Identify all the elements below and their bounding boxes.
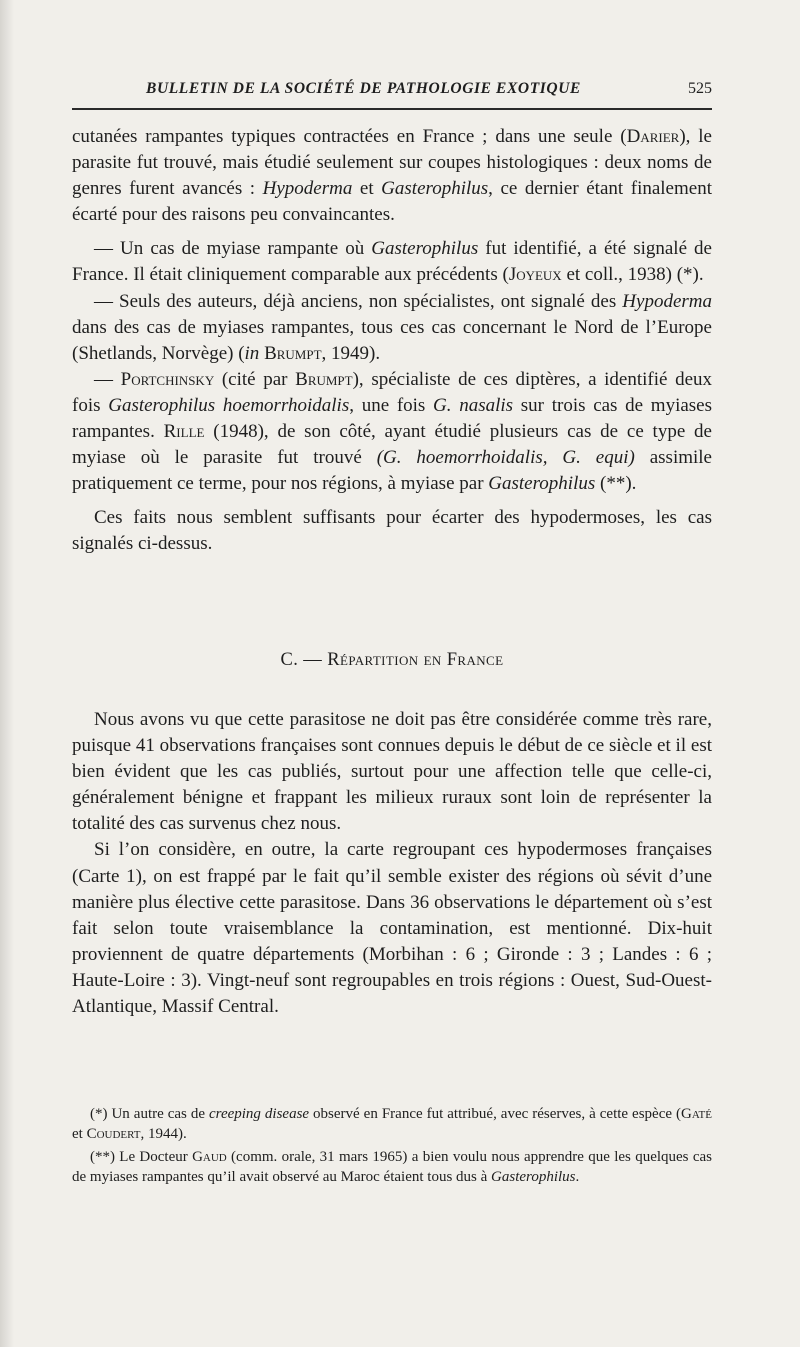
- text-run: et coll., 1938) (*).: [561, 264, 704, 286]
- text-run: sur trois cas de myiases rampantes.: [72, 394, 713, 443]
- text-run: , ce dernier étant finalement écarté pour des raisons peu convaincantes.: [72, 178, 712, 226]
- text-run: Ces faits nous semblent suffisants pour écarter des hypodermoses, les cas signalés ci-dessus.: [72, 507, 712, 555]
- body-section-1: [72, 124, 712, 558]
- text-run: (*) Un autre cas de: [90, 1106, 210, 1122]
- paragraph: [72, 707, 712, 837]
- text-run: (cité par: [214, 368, 296, 390]
- text-run: , 1949).: [321, 342, 381, 364]
- journal-title: BULLETIN DE LA SOCIÉTÉ DE PATHOLOGIE EXOTIQUE: [146, 80, 581, 97]
- author-name: Brumpt: [264, 342, 322, 364]
- italic-text: Hypoderma: [622, 290, 712, 312]
- paragraph: [72, 367, 712, 497]
- running-header: [72, 80, 712, 106]
- header-divider: [72, 108, 712, 110]
- text-run: (1948), de son côté, ayant étudié plusieurs cas de ce type de myiase où le parasite fut trouvé: [72, 421, 712, 469]
- section-heading-title: Répartition en France: [327, 650, 504, 670]
- author-name: Joyeux: [508, 264, 562, 286]
- paragraph: [72, 236, 712, 288]
- text-run: (**).: [595, 473, 637, 495]
- author-name: Brumpt: [295, 368, 353, 390]
- text-run: assimile pratiquement ce terme, pour nos régions, à myiase par: [72, 447, 712, 495]
- section-heading: [72, 650, 712, 671]
- author-name: Gaté: [680, 1106, 712, 1122]
- italic-text: creeping disease: [209, 1106, 310, 1122]
- italic-text: Gasterophilus: [381, 178, 489, 200]
- text-run: observé en France fut attribué, avec réserves, à cette espèce (: [309, 1106, 681, 1122]
- author-name: Darier: [626, 126, 680, 147]
- page-number: 525: [688, 80, 712, 97]
- italic-text: G. nasalis: [433, 394, 514, 416]
- text-run: , une fois: [349, 394, 434, 416]
- italic-text: Gasterophilus: [488, 473, 596, 495]
- text-run: Nous avons vu que cette parasitose ne doit pas être considérée comme très rare, puisque 41 observations françaises sont connues depuis le début de ce siècle et il est bien évident que les cas publiés, surtout pour une affection telle que celle-ci, généralement bénigne et frappant les milieux ruraux sont loin de représenter la totalité des cas survenus chez nous.: [72, 709, 712, 835]
- footnotes: [72, 1104, 712, 1190]
- text-run: (**) Le Docteur: [90, 1149, 193, 1165]
- italic-text: (G. hoemorrhoidalis, G. equi): [376, 447, 635, 469]
- italic-text: in: [244, 342, 260, 364]
- author-name: Portchinsky: [120, 368, 215, 390]
- text-run: et: [72, 1126, 87, 1142]
- text-run: .: [575, 1169, 580, 1185]
- footnote: [72, 1104, 712, 1144]
- text-run: ), spécialiste de ces diptères, a identifié deux fois: [72, 368, 713, 416]
- text-run: ), le parasite fut trouvé, mais étudié seulement sur coupes histologiques : deux noms de genres furent avancés :: [72, 126, 712, 200]
- page-edge-shadow: [0, 0, 14, 1347]
- author-name: Rille: [163, 421, 205, 443]
- text-run: et: [352, 178, 382, 200]
- text-run: dans des cas de myiases rampantes, tous ces cas concernant le Nord de l’Europe (Shetlands, Norvège) (: [72, 316, 712, 364]
- text-run: —: [94, 368, 121, 390]
- text-run: cutanées rampantes typiques contractées en France ; dans une seule (: [72, 126, 627, 147]
- text-run: — Seuls des auteurs, déjà anciens, non spécialistes, ont signalé des: [94, 290, 623, 312]
- paragraph: [72, 289, 712, 367]
- text-run: , 1944).: [140, 1126, 187, 1142]
- italic-text: Gasterophilus: [371, 238, 479, 260]
- paragraph: [72, 505, 712, 557]
- paragraph: [72, 124, 712, 228]
- footnote: [72, 1147, 712, 1187]
- italic-text: Hypoderma: [262, 178, 353, 200]
- paragraph: [72, 837, 712, 1020]
- text-run: fut identifié, a été signalé de France. Il était cliniquement comparable aux précédents (: [72, 238, 712, 286]
- author-name: Gaud: [192, 1149, 227, 1165]
- section-heading-prefix: C. —: [280, 650, 328, 670]
- italic-text: Gasterophilus: [491, 1169, 576, 1185]
- author-name: Coudert: [86, 1126, 141, 1142]
- text-run: — Un cas de myiase rampante où: [94, 238, 372, 260]
- italic-text: Gasterophilus hoemorrhoidalis: [108, 394, 350, 416]
- text-run: Si l’on considère, en outre, la carte regroupant ces hypodermoses françaises (Carte 1), on est frappé par le fait qu’il semble exister des régions où sévit d’une manière plus élective cette parasitose. Dans 36 observations le département où s’est fait selon toute vraisemblance la contamination, est mentionné. Dix-huit proviennent de quatre départements (Morbihan : 6 ; Gironde : 3 ; Landes : 6 ; Haute-Loire : 3). Vingt-neuf sont regroupables en trois régions : Ouest, Sud-Ouest-Atlantique, Massif Central.: [72, 839, 712, 1018]
- text-run: (comm. orale, 31 mars 1965) a bien voulu nous apprendre que les quelques cas de myiases rampantes qu’il avait observé au Maroc étaient tous dus à: [72, 1149, 712, 1185]
- body-section-2: [72, 707, 712, 1020]
